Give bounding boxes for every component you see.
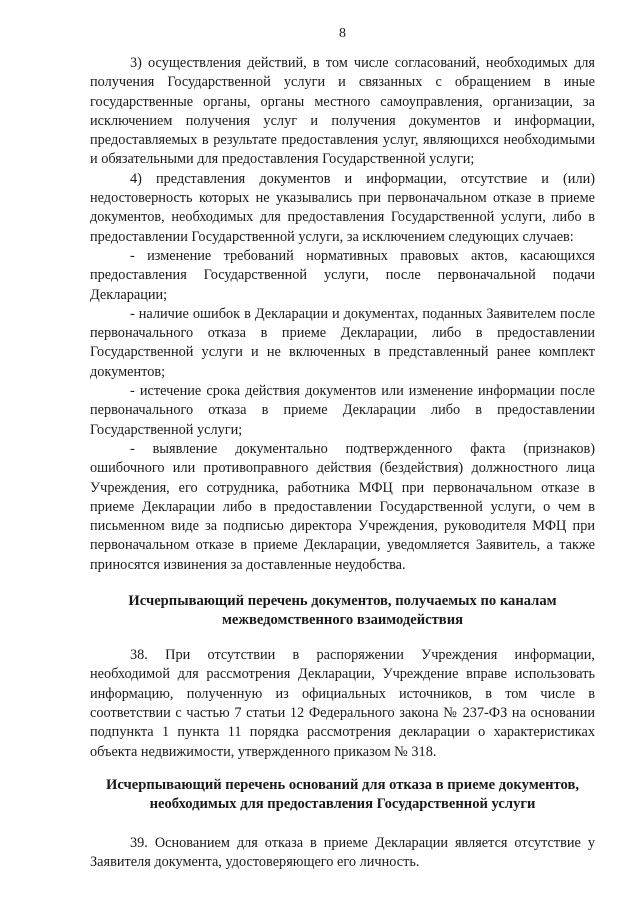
section-heading-refusal-grounds: Исчерпывающий перечень оснований для отказа в приеме документов, необходимых для предоставления Государственной услуги: [106, 776, 579, 812]
page-number: 8: [339, 26, 346, 41]
exception-item-1: - изменение требований нормативных правовых актов, касающихся предоставления Государственной услуги, после первоначальной подачи Декларации;: [90, 247, 595, 303]
paragraph-item-3: 3) осуществления действий, в том числе согласований, необходимых для получения Государственной услуги и связанных с обращением в иные государственные органы, органы местного самоуправления, организации, за исключением получения услуг и получения документов и информации, предоставляемых в результате предоставления услуг, являющихся необходимыми и обязательными для предоставления Государственной услуги;: [90, 55, 595, 168]
paragraph-39: 39. Основанием для отказа в приеме Декларации является отсутствие у Заявителя документа, удостоверяющего его личность.: [90, 834, 595, 871]
paragraph-item-4: 4) представления документов и информации, отсутствие и (или) недостоверность которых не указывались при первоначальном отказе в приеме документов, необходимых для предоставления Государственной услуги, либо в предоставлении Государственной услуги, за исключением следующих случаев:: [90, 170, 595, 245]
section-heading-interagency: Исчерпывающий перечень документов, получаемых по каналам межведомственного взаимодействия: [128, 593, 557, 629]
paragraph-38: 38. При отсутствии в распоряжении Учреждения информации, необходимой для рассмотрения Декларации, Учреждение вправе использовать информацию, полученную из официальных источников, в том числе в соответствии с частью 7 статьи 12 Федерального закона № 237-ФЗ на основании подпункта 1 пункта 11 порядка рассмотрения декларации о характеристиках объекта недвижимости, утвержденного приказом № 318.: [90, 647, 595, 760]
exception-item-3: - истечение срока действия документов или изменение информации после первоначального отказа в приеме Декларации либо в предоставлении Государственной услуги;: [90, 383, 595, 438]
exception-item-2: - наличие ошибок в Декларации и документах, поданных Заявителем после первоначального отказа в приеме Декларации, либо в предоставлении Государственной услуги и не включенных в представленный ранее комплект документов;: [90, 305, 595, 380]
exception-item-4: - выявление документально подтвержденного факта (признаков) ошибочного или противоправного действия (бездействия) должностного лица Учреждения, его сотрудника, работника МФЦ при первоначальном отказе в приеме Декларации либо в предоставлении Государственной услуги, о чем в письменном виде за подписью директора Учреждения, руководителя МФЦ при первоначальном отказе в приеме Декларации, уведомляется Заявитель, а также приносятся извинения за доставленные неудобства.: [90, 440, 595, 573]
